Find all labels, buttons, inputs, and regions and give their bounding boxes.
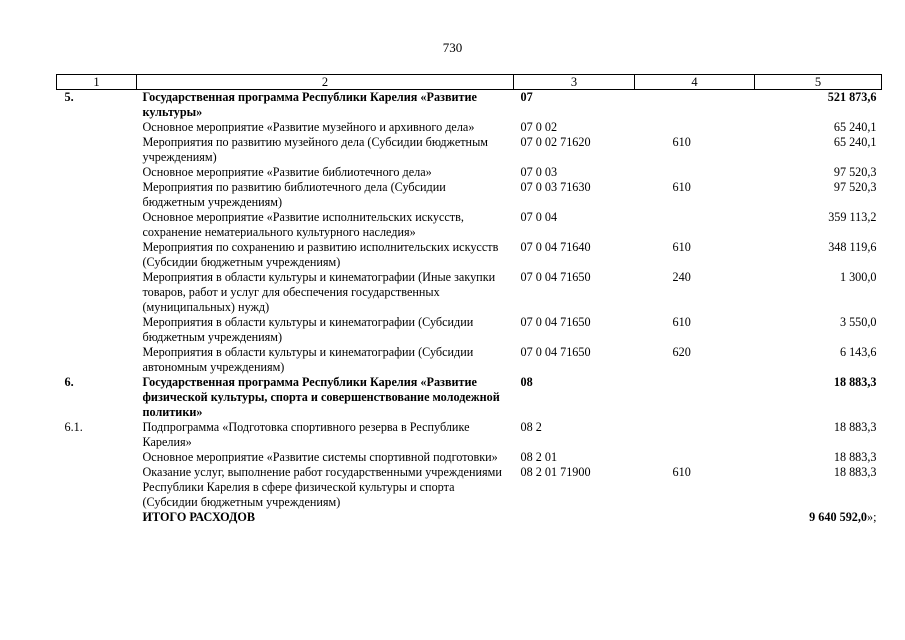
table-row bbox=[57, 135, 882, 165]
total-label: ИТОГО РАСХОДОВ bbox=[142, 510, 256, 524]
row-kvr-cell bbox=[635, 450, 755, 465]
row-code-cell: 07 0 02 bbox=[520, 120, 558, 134]
row-amount-cell: 97 520,3 bbox=[833, 165, 877, 179]
row-amount-cell: 97 520,3 bbox=[833, 180, 877, 194]
row-amount-cell: 359 113,2 bbox=[828, 210, 877, 224]
row-number-cell: 6.1. bbox=[64, 420, 83, 434]
table-row bbox=[57, 120, 882, 135]
row-code-cell: 07 bbox=[520, 90, 533, 104]
row-amount-cell: 348 119,6 bbox=[828, 240, 877, 254]
column-header-2: 2 bbox=[137, 75, 514, 90]
row-code-cell: 07 0 04 71650 bbox=[520, 345, 591, 359]
row-code-cell: 07 0 04 71650 bbox=[520, 270, 591, 284]
row-code-cell: 07 0 04 71640 bbox=[520, 240, 591, 254]
row-name-cell: Основное мероприятие «Развитие исполнительских искусств, сохранение нематериального культурного наследия» bbox=[142, 210, 464, 239]
row-code-cell: 07 0 04 71650 bbox=[520, 315, 591, 329]
row-kvr-cell: 240 bbox=[672, 270, 691, 284]
row-amount-cell: 18 883,3 bbox=[833, 420, 877, 434]
table-body bbox=[57, 90, 882, 526]
row-number-cell bbox=[57, 135, 137, 165]
row-code-cell: 07 0 03 71630 bbox=[520, 180, 591, 194]
row-amount-cell: 18 883,3 bbox=[833, 450, 877, 464]
row-kvr-cell bbox=[635, 165, 755, 180]
row-name-cell: Мероприятия в области культуры и кинематографии (Иные закупки товаров, работ и услуг для обеспечения государственных (муниципальных) нужд) bbox=[142, 270, 496, 314]
row-amount-cell: 6 143,6 bbox=[839, 345, 877, 359]
column-header-4: 4 bbox=[635, 75, 755, 90]
row-number-cell bbox=[57, 270, 137, 315]
page-number: 730 bbox=[442, 40, 463, 55]
row-name-cell: Государственная программа Республики Карелия «Развитие культуры» bbox=[142, 90, 477, 119]
table-row bbox=[57, 345, 882, 375]
table-row bbox=[57, 315, 882, 345]
row-number-cell bbox=[57, 210, 137, 240]
total-suffix: »; bbox=[867, 510, 877, 524]
column-number-row bbox=[57, 75, 882, 90]
row-amount-cell: 65 240,1 bbox=[833, 120, 877, 134]
table-row bbox=[57, 90, 882, 121]
table-row bbox=[57, 420, 882, 450]
row-name-cell: Основное мероприятие «Развитие библиотечного дела» bbox=[142, 165, 432, 179]
row-kvr-cell: 610 bbox=[672, 315, 691, 329]
row-number-cell bbox=[57, 465, 137, 510]
row-amount-cell: 1 300,0 bbox=[839, 270, 877, 284]
column-header-5: 5 bbox=[755, 75, 882, 90]
table-row bbox=[57, 210, 882, 240]
row-name-cell: Подпрограмма «Подготовка спортивного резерва в Республике Карелия» bbox=[142, 420, 470, 449]
table-row bbox=[57, 165, 882, 180]
row-number-cell bbox=[57, 345, 137, 375]
row-number-cell bbox=[57, 120, 137, 135]
row-kvr-cell bbox=[635, 90, 755, 121]
row-code-cell: 07 0 04 bbox=[520, 210, 558, 224]
table-row bbox=[57, 375, 882, 420]
table-row bbox=[57, 450, 882, 465]
row-name-cell: Основное мероприятие «Развитие музейного и архивного дела» bbox=[142, 120, 475, 134]
row-kvr-cell: 610 bbox=[672, 180, 691, 194]
row-number-cell bbox=[57, 180, 137, 210]
row-name-cell: Оказание услуг, выполнение работ государственными учреждениями Республики Карелия в сфере физической культуры и спорта (Субсидии бюджетным учреждениям) bbox=[142, 465, 502, 509]
row-amount-cell: 65 240,1 bbox=[833, 135, 877, 149]
row-code-cell: 08 2 01 71900 bbox=[520, 465, 591, 479]
table-row bbox=[57, 240, 882, 270]
row-kvr-cell bbox=[635, 120, 755, 135]
table-row bbox=[57, 270, 882, 315]
total-kvr-cell bbox=[635, 510, 755, 525]
row-amount-cell: 18 883,3 bbox=[833, 375, 877, 389]
row-number-cell: 5. bbox=[64, 90, 74, 104]
row-name-cell: Мероприятия в области культуры и кинематографии (Субсидии бюджетным учреждениям) bbox=[142, 315, 474, 344]
total-code-cell bbox=[514, 510, 635, 525]
column-header-3: 3 bbox=[514, 75, 635, 90]
table-row bbox=[57, 465, 882, 510]
row-number-cell bbox=[57, 165, 137, 180]
row-code-cell: 08 bbox=[520, 375, 533, 389]
row-kvr-cell: 620 bbox=[672, 345, 691, 359]
total-amount-cell bbox=[755, 510, 882, 525]
row-kvr-cell bbox=[635, 420, 755, 450]
row-name-cell: Мероприятия по развитию музейного дела (Субсидии бюджетным учреждениям) bbox=[142, 135, 488, 164]
row-number-cell bbox=[57, 450, 137, 465]
row-number-cell: 6. bbox=[64, 375, 74, 389]
row-code-cell: 07 0 02 71620 bbox=[520, 135, 591, 149]
total-amount: 9 640 592,0 bbox=[809, 510, 868, 524]
row-name-cell: Мероприятия в области культуры и кинематографии (Субсидии автономным учреждениям) bbox=[142, 345, 474, 374]
row-kvr-cell: 610 bbox=[672, 240, 691, 254]
total-row bbox=[57, 510, 882, 525]
row-name-cell: Государственная программа Республики Карелия «Развитие физической культуры, спорта и совершенствование молодежной политики» bbox=[142, 375, 500, 419]
row-kvr-cell bbox=[635, 210, 755, 240]
table-row bbox=[57, 180, 882, 210]
row-kvr-cell: 610 bbox=[672, 465, 691, 479]
row-number-cell bbox=[57, 240, 137, 270]
row-kvr-cell: 610 bbox=[672, 135, 691, 149]
row-amount-cell: 18 883,3 bbox=[833, 465, 877, 479]
row-name-cell: Мероприятия по сохранению и развитию исполнительских искусств (Субсидии бюджетным учреждениям) bbox=[142, 240, 499, 269]
row-name-cell: Мероприятия по развитию библиотечного дела (Субсидии бюджетным учреждениям) bbox=[142, 180, 446, 209]
row-code-cell: 08 2 01 bbox=[520, 450, 558, 464]
row-number-cell bbox=[57, 315, 137, 345]
budget-table bbox=[56, 74, 882, 525]
row-amount-cell: 3 550,0 bbox=[839, 315, 877, 329]
row-code-cell: 08 2 bbox=[520, 420, 542, 434]
column-header-1: 1 bbox=[57, 75, 137, 90]
row-code-cell: 07 0 03 bbox=[520, 165, 558, 179]
row-name-cell: Основное мероприятие «Развитие системы спортивной подготовки» bbox=[142, 450, 498, 464]
row-kvr-cell bbox=[635, 375, 755, 420]
total-num-cell bbox=[57, 510, 137, 525]
row-amount-cell: 521 873,6 bbox=[827, 90, 877, 104]
table-header bbox=[57, 75, 882, 90]
